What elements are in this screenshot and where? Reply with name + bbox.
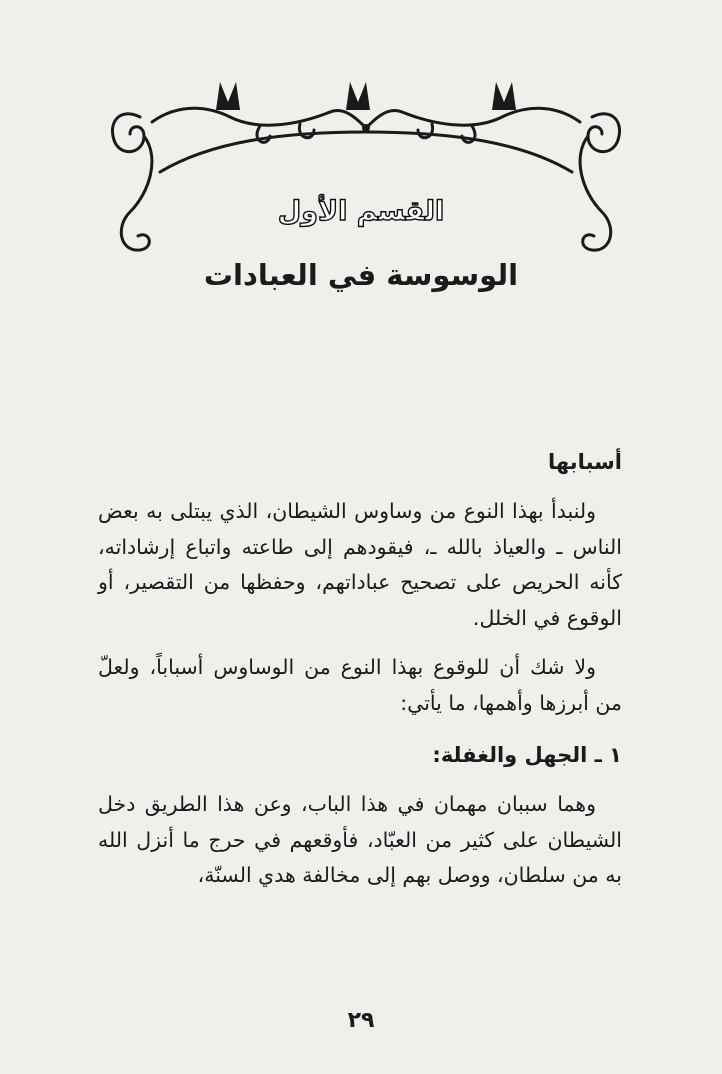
section-title: الوسوسة في العبادات [203,258,519,292]
page-number: ٢٩ [347,1008,375,1033]
page-body [98,450,622,894]
paragraph-3: وهما سببان مهمان في هذا الباب، وعن هذا الطريق دخل الشيطان على كثير من العبّاد، فأوقعهم في حرج ما أنزل الله به من سلطان، ووصل بهم إلى مخالفة هدي السنّة، [98,792,622,887]
part-title: القسم الأول [277,196,445,227]
paragraph-2: ولا شك أن للوقوع بهذا النوع من الوساوس أسباباً، ولعلّ من أبرزها وأهمها، ما يأتي: [98,655,622,715]
heading-causes: أسبابها [548,450,622,474]
heading-ignorance: ١ ـ الجهل والغفلة: [432,743,622,767]
paragraph-1: ولنبدأ بهذا النوع من وساوس الشيطان، الذي يبتلى به بعض الناس ـ والعياذ بالله ـ، فيقودهم إلى طاعته واتباع إرشاداته، كأنه الحريص على تصحيح عباداتهم، وحفظها من التقصير، أو الوقوع في الخلل. [98,499,622,630]
